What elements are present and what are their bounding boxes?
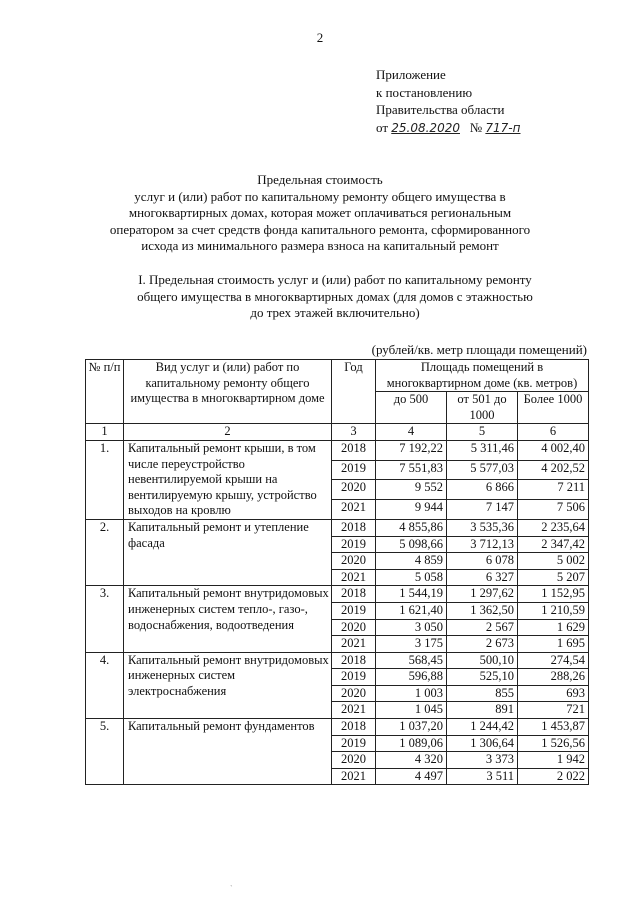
year-cell: 2020: [332, 553, 376, 570]
value-501-1000: 500,10: [447, 652, 518, 669]
value-to-500: 1 003: [376, 685, 447, 702]
section-heading: [95, 272, 575, 322]
section-line-2: общего имущества в многоквартирных домах (для домов с этажностью: [137, 288, 533, 304]
header-num: № п/п: [86, 360, 124, 424]
table-row: [86, 440, 589, 460]
value-to-500: 7 551,83: [376, 460, 447, 480]
annex-date-line: [376, 119, 520, 138]
value-to-500: 1 037,20: [376, 719, 447, 736]
date-prefix: от: [376, 119, 389, 135]
number-prefix: №: [469, 119, 483, 135]
value-over-1000: 1 695: [518, 636, 589, 653]
work-type: Капитальный ремонт фундаментов: [124, 719, 332, 785]
table-row: [86, 586, 589, 603]
table-row: [86, 719, 589, 736]
value-to-500: 3 175: [376, 636, 447, 653]
work-type: Капитальный ремонт крыши, в том числе переустройство невентилируемой крыши на вентилируемую крышу, устройство выходов на кровлю: [124, 440, 332, 519]
title-line-2: услуг и (или) работ по капитальному ремонту общего имущества в: [134, 188, 506, 204]
value-501-1000: 3 511: [447, 768, 518, 785]
value-to-500: 1 089,06: [376, 735, 447, 752]
table-row: [86, 652, 589, 669]
colnum-2: 2: [124, 424, 332, 441]
value-over-1000: 274,54: [518, 652, 589, 669]
table-row: [86, 519, 589, 536]
title-line-3: многоквартирных домах, которая может оплачиваться региональным: [128, 205, 512, 220]
value-over-1000: 721: [518, 702, 589, 719]
value-over-1000: 2 235,64: [518, 519, 589, 536]
value-501-1000: 3 373: [447, 752, 518, 769]
column-number-row: [86, 424, 589, 441]
value-over-1000: 288,26: [518, 669, 589, 686]
value-to-500: 4 497: [376, 768, 447, 785]
work-type: Капитальный ремонт и утепление фасада: [124, 519, 332, 585]
year-cell: 2019: [332, 669, 376, 686]
annex-line-3: Правительства области: [376, 102, 505, 117]
colnum-1: 1: [86, 424, 124, 441]
value-over-1000: 1 942: [518, 752, 589, 769]
year-cell: 2018: [332, 586, 376, 603]
header-col-a: до 500: [376, 392, 447, 424]
year-cell: 2018: [332, 519, 376, 536]
value-to-500: 5 058: [376, 569, 447, 586]
value-501-1000: 1 244,42: [447, 719, 518, 736]
value-to-500: 4 859: [376, 553, 447, 570]
value-to-500: 4 855,86: [376, 519, 447, 536]
value-over-1000: 5 207: [518, 569, 589, 586]
header-work: Вид услуг и (или) работ по капитальному ремонту общего имущества в многоквартирном доме: [124, 360, 332, 424]
value-to-500: 568,45: [376, 652, 447, 669]
value-501-1000: 3 535,36: [447, 519, 518, 536]
annex-line-1: Приложение: [376, 67, 446, 82]
year-cell: 2019: [332, 735, 376, 752]
handwritten-number: 717-п: [485, 120, 521, 135]
row-number: 3.: [86, 586, 124, 652]
value-501-1000: 525,10: [447, 669, 518, 686]
row-number: 2.: [86, 519, 124, 585]
value-501-1000: 891: [447, 702, 518, 719]
value-501-1000: 2 567: [447, 619, 518, 636]
value-501-1000: 5 577,03: [447, 460, 518, 480]
section-line-1: I. Предельная стоимость услуг и (или) работ по капитальному ремонту: [138, 272, 532, 287]
year-cell: 2021: [332, 636, 376, 653]
value-over-1000: 7 211: [518, 480, 589, 500]
value-501-1000: 7 147: [447, 500, 518, 520]
value-501-1000: 6 327: [447, 569, 518, 586]
value-501-1000: 6 866: [447, 480, 518, 500]
year-cell: 2019: [332, 602, 376, 619]
year-cell: 2019: [332, 536, 376, 553]
year-cell: 2020: [332, 685, 376, 702]
value-to-500: 9 552: [376, 480, 447, 500]
year-cell: 2018: [332, 719, 376, 736]
year-cell: 2021: [332, 768, 376, 785]
value-over-1000: 7 506: [518, 500, 589, 520]
colnum-4: 4: [376, 424, 447, 441]
row-number: 1.: [86, 440, 124, 519]
header-col-c: Более 1000: [518, 392, 589, 424]
value-to-500: 7 192,22: [376, 440, 447, 460]
value-over-1000: 1 629: [518, 619, 589, 636]
colnum-3: 3: [332, 424, 376, 441]
value-over-1000: 2 022: [518, 768, 589, 785]
year-cell: 2018: [332, 652, 376, 669]
annex-line-2: к постановлению: [376, 84, 473, 100]
value-501-1000: 1 297,62: [447, 586, 518, 603]
value-over-1000: 1 152,95: [518, 586, 589, 603]
value-501-1000: 3 712,13: [447, 536, 518, 553]
value-501-1000: 5 311,46: [447, 440, 518, 460]
value-to-500: 596,88: [376, 669, 447, 686]
value-over-1000: 5 002: [518, 553, 589, 570]
value-over-1000: 1 453,87: [518, 719, 589, 736]
header-year: Год: [332, 360, 376, 424]
value-to-500: 3 050: [376, 619, 447, 636]
value-to-500: 1 621,40: [376, 602, 447, 619]
value-over-1000: 693: [518, 685, 589, 702]
colnum-6: 6: [518, 424, 589, 441]
title-line-1: Предельная стоимость: [257, 172, 383, 187]
work-type: Капитальный ремонт внутридомовых инженерных систем электроснабжения: [124, 652, 332, 718]
year-cell: 2020: [332, 480, 376, 500]
colnum-5: 5: [447, 424, 518, 441]
value-501-1000: 1 306,64: [447, 735, 518, 752]
page-number: 2: [316, 30, 324, 45]
value-to-500: 1 544,19: [376, 586, 447, 603]
year-cell: 2020: [332, 619, 376, 636]
value-over-1000: 1 210,59: [518, 602, 589, 619]
value-501-1000: 6 078: [447, 553, 518, 570]
year-cell: 2021: [332, 702, 376, 719]
value-over-1000: 4 002,40: [518, 440, 589, 460]
value-501-1000: 1 362,50: [447, 602, 518, 619]
section-line-3: до трех этажей включительно): [250, 305, 420, 320]
work-type: Капитальный ремонт внутридомовых инженерных систем тепло-, газо-, водоснабжения, водоотведения: [124, 586, 332, 652]
price-table: [85, 359, 589, 785]
row-number: 4.: [86, 652, 124, 718]
value-501-1000: 855: [447, 685, 518, 702]
value-over-1000: 1 526,56: [518, 735, 589, 752]
value-to-500: 9 944: [376, 500, 447, 520]
annex-block: [376, 66, 520, 137]
header-area: Площадь помещений в многоквартирном доме (кв. метров): [376, 360, 589, 392]
row-number: 5.: [86, 719, 124, 785]
handwritten-date: 25.08.2020: [391, 120, 460, 135]
value-over-1000: 4 202,52: [518, 460, 589, 480]
year-cell: 2018: [332, 440, 376, 460]
header-row: [86, 360, 589, 392]
document-title: [60, 172, 580, 255]
value-over-1000: 2 347,42: [518, 536, 589, 553]
year-cell: 2019: [332, 460, 376, 480]
value-to-500: 5 098,66: [376, 536, 447, 553]
title-line-5: исхода из минимального размера взноса на капитальный ремонт: [141, 238, 499, 253]
value-to-500: 1 045: [376, 702, 447, 719]
year-cell: 2021: [332, 569, 376, 586]
year-cell: 2021: [332, 500, 376, 520]
scan-mark: `: [230, 884, 233, 893]
header-col-b: от 501 до 1000: [447, 392, 518, 424]
value-to-500: 4 320: [376, 752, 447, 769]
value-501-1000: 2 673: [447, 636, 518, 653]
title-line-4: оператором за счет средств фонда капитального ремонта, сформированного: [109, 221, 531, 237]
units-note: (рублей/кв. метр площади помещений): [371, 342, 587, 357]
year-cell: 2020: [332, 752, 376, 769]
